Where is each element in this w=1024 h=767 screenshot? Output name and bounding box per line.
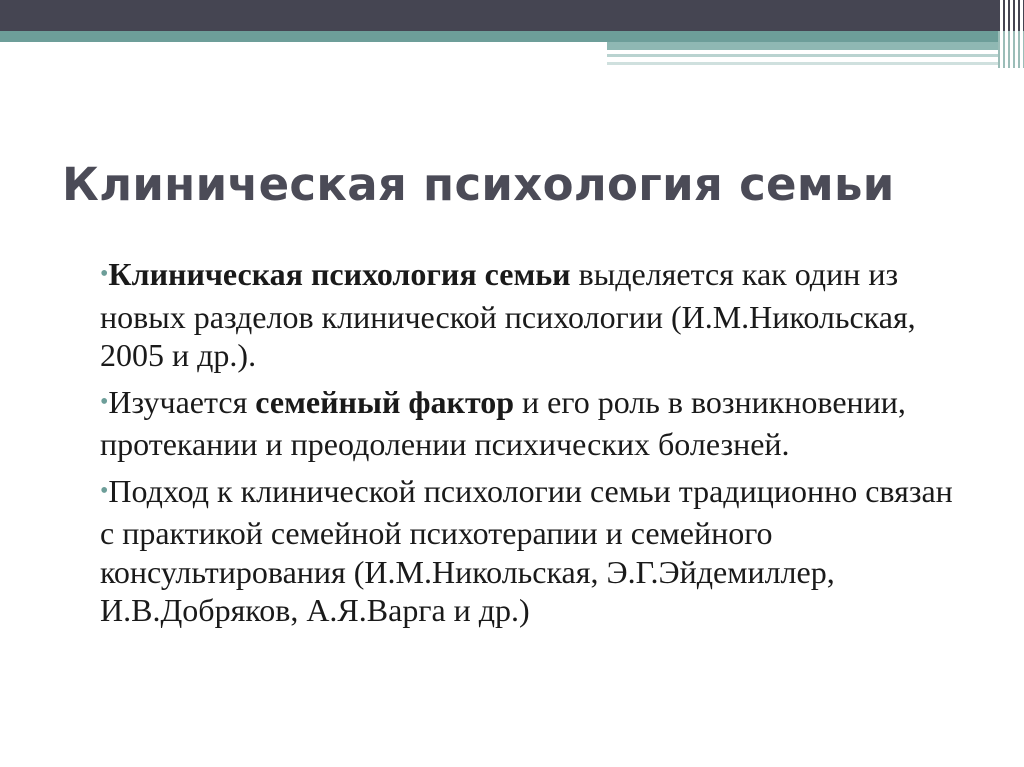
header-rule: [607, 54, 1000, 57]
bullet-bold-text: семейный фактор: [255, 383, 515, 420]
bullet-item: [100, 472, 960, 630]
bullet-text: Подход к клинической психологии семьи традиционно связан с практикой семейной психотерапии и семейного консультирования (И.М.Никольская, Э.Г.Эйдемиллер, И.В.Добряков, А.Я.Варга и др.): [100, 472, 953, 628]
slide-title: Клиническая психология семьи: [62, 158, 895, 211]
bullet-text: и его роль в возникновении, протекании и преодолении психических болезней.: [100, 383, 906, 462]
bullet-bold-text: Клиническая психология семьи: [108, 256, 571, 292]
bullet-icon: •: [100, 388, 109, 415]
corner-stripes-dark: [998, 0, 1024, 31]
bullet-item: [100, 383, 960, 464]
bullet-item: [100, 255, 960, 375]
bullet-text: Изучается: [108, 383, 256, 420]
header-band-teal-accent: [607, 42, 1000, 50]
header-band-dark: [0, 0, 1000, 31]
header-rule: [607, 62, 1000, 65]
bullet-icon: •: [100, 261, 109, 287]
bullet-icon: •: [100, 477, 109, 504]
bullet-list: [100, 255, 960, 638]
header-band-teal: [0, 31, 1000, 42]
bullet-text: выделяется как один из новых разделов клинической психологии (И.М.Никольская, 2005 и др.).: [100, 256, 916, 373]
